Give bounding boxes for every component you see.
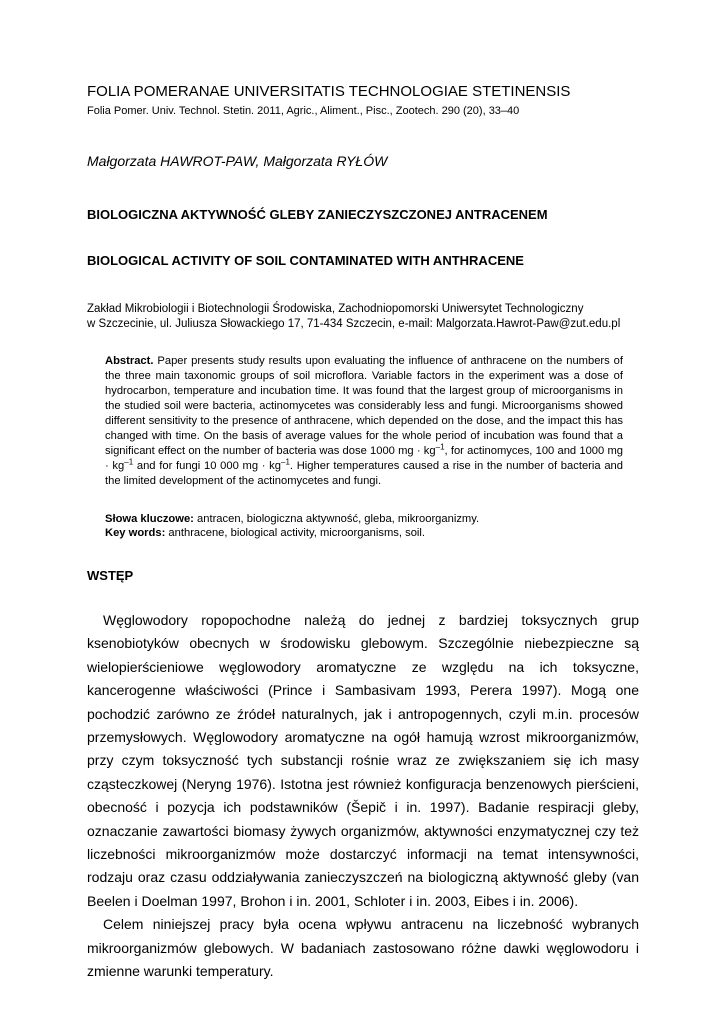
abstract — [105, 354, 623, 489]
affiliation — [87, 302, 647, 332]
affiliation-line-1: Zakład Mikrobiologii i Biotechnologii Środowiska, Zachodniopomorski Uniwersytet Technologiczny — [87, 303, 584, 315]
abstract-text-3: and for fungi 10 000 mg · kg — [133, 460, 281, 472]
section-body — [87, 609, 639, 984]
keywords — [105, 512, 625, 540]
keywords-english-label: Key words: — [105, 527, 166, 539]
abstract-sup-2: –1 — [124, 457, 134, 467]
abstract-sup-1: –1 — [435, 442, 445, 452]
keywords-polish-label: Słowa kluczowe: — [105, 513, 194, 525]
keywords-english — [105, 526, 625, 540]
abstract-label: Abstract. — [105, 355, 154, 367]
journal-citation: Folia Pomer. Univ. Technol. Stetin. 2011, Agric., Aliment., Pisc., Zootech. 290 (20), 33–40 — [87, 105, 520, 117]
body-paragraph: Celem niniejszej pracy była ocena wpływu antracenu na liczebność wybranych mikroorganizmów glebowych. W badaniach zastosowano różne dawki węglowodoru i zmienne warunki temperatury. — [87, 916, 639, 980]
keywords-polish — [105, 512, 625, 526]
document-page — [87, 0, 641, 1024]
keywords-english-text: anthracene, biological activity, microorganisms, soil. — [165, 527, 426, 539]
keywords-polish-text: antracen, biologiczna aktywność, gleba, mikroorganizmy. — [193, 513, 480, 525]
section-heading: WSTĘP — [87, 568, 134, 583]
authors: Małgorzata HAWROT-PAW, Małgorzata RYŁÓW — [87, 153, 388, 169]
abstract-text-2: , for actinomyces, 100 and 1000 mg · kg — [105, 445, 623, 472]
abstract-text-1: Paper presents study results upon evaluating the influence of anthracene on the numbers of the three main taxonomic groups of soil microflora. Variable factors in the experiment was a dose of hydrocarbon, temperature and incubation time. It was found that the largest group of microorganisms in the studied soil were bacteria, actinomycetes was considerably less and fungi. Microorganisms showed different sensitivity to the presence of anthracene, which depended on the dose, and the impact this has changed with time. On the basis of average values for the whole period of incubation was found that a significant effect on the number of bacteria was dose 1000 mg · kg — [105, 355, 623, 457]
journal-title: FOLIA POMERANAE UNIVERSITATIS TECHNOLOGIAE STETINENSIS — [87, 83, 571, 100]
body-paragraph: Węglowodory ropopochodne należą do jednej z bardziej toksycznych grup ksenobiotyków obecnych w środowisku glebowym. Szczególnie niebezpieczne są wielopierścieniowe węglowodory aromatyczne ze względu na ich toksyczne, kancerogenne właściwości (Prince i Sambasivam 1993, Perera 1997). Mogą one pochodzić zarówno ze źródeł naturalnych, jak i antropogennych, czyli m.in. procesów przemysłowych. Węglowodory aromatyczne na ogół hamują wzrost mikroorganizmów, przy czym toksyczność tych substancji rośnie wraz ze zwiększaniem się ich masy cząsteczkowej (Neryng 1976). Istotna jest również konfiguracja benzenowych pierścieni, obecność i pozycja ich podstawników (Šepič i in. 1997). Badanie respiracji gleby, oznaczanie zawartości biomasy żywych organizmów, aktywności enzymatycznej czy też liczebności mikroorganizmów może dostarczyć informacji na temat intensywności, rodzaju oraz czasu oddziaływania zanieczyszczeń na biologiczną aktywność gleby (van Beelen i Doelman 1997, Brohon i in. 2001, Schloter i in. 2003, Eibes i in. 2006). — [87, 612, 639, 909]
affiliation-line-2: w Szczecinie, ul. Juliusza Słowackiego 17, 71-434 Szczecin, e-mail: Malgorzata.Hawrot-Paw@zut.edu.pl — [87, 318, 621, 330]
article-title-english: BIOLOGICAL ACTIVITY OF SOIL CONTAMINATED WITH ANTHRACENE — [87, 253, 524, 268]
abstract-sup-3: –1 — [281, 457, 290, 467]
article-title-polish: BIOLOGICZNA AKTYWNOŚĆ GLEBY ZANIECZYSZCZONEJ ANTRACENEM — [87, 207, 548, 222]
abstract-text-4: . Higher temperatures caused a rise in the number of bacteria and the limited development of the actinomycetes and fungi. — [105, 460, 623, 487]
